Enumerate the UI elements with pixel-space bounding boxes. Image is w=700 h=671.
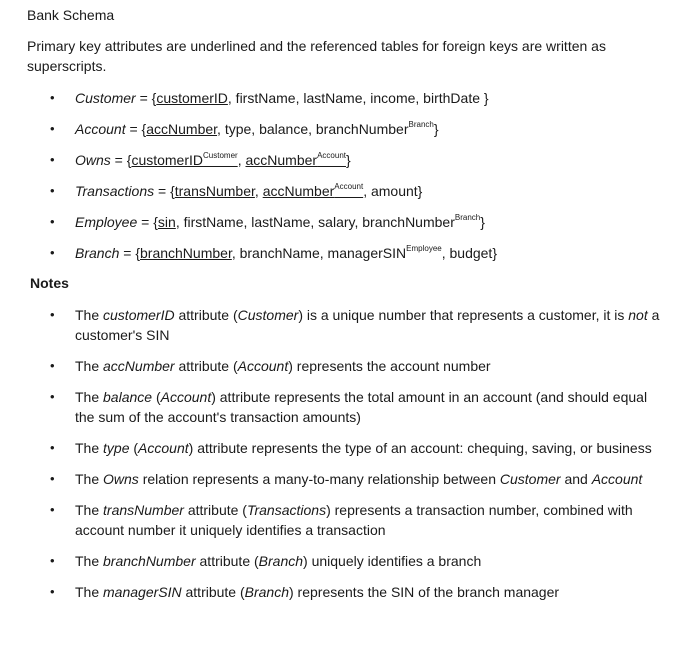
primary-key: branchNumber (140, 245, 232, 261)
primary-key: accNumber$^{Account}$ (262, 182, 364, 199)
document-title: Bank Schema (27, 7, 115, 23)
bullet: • (50, 471, 55, 486)
bullet: • (50, 358, 55, 373)
table-name: Customer (75, 90, 136, 106)
primary-key: accNumber$^{Account}$ (245, 151, 346, 168)
bullet: • (50, 121, 55, 136)
bullet: • (50, 440, 55, 455)
table-name: Transactions (75, 183, 155, 199)
foreign-key-ref: Account (334, 182, 364, 191)
table-name: Branch (75, 245, 120, 261)
bullet: • (50, 502, 55, 517)
primary-key: customerID$^{Customer}$ (131, 151, 238, 168)
foreign-key-ref: Branch (454, 213, 481, 222)
bullet: • (50, 90, 55, 105)
foreign-key-ref: Branch (408, 120, 434, 129)
bullet: • (50, 245, 55, 260)
document-page: Bank Schema Primary key attributes are underlined and the referenced tables for foreign keys are written as superscripts. • Customer = {customerID, firstName, lastName, income, birthDate } • Account = {accNumber, type, balance, branchNumber$^{Branch}$} • Owns = {customerID$^{Customer}$, accNumber$^{Account}$} • Transactions = {transNumber, accNumber$^{Account}$, amount} • Employee = {sin, firstName, lastName, salary, branchNumber$^{Branch}$} • Branch = {branchNumber, branchName, managerSIN$^{Employee}$, budget} Notes • The customerID attribute (Customer) is a unique number that represents a customer, it is not a customer's SIN • The accNumber attribute (Account) represents the account number • The balance (Account) attribute represents the total amount in an account (and should equal the sum of the account's transaction amounts) • The type (Account) attribute represents the type of an account: chequing, saving, or business • The Owns relation represents a many-to-many relationship between Customer and Account • The transNumber attribute (Transactions) represents a transaction number, combined with account number it uniquely identifies a transaction • The branchNumber attribute (Branch) uniquely identifies a branch • The managerSIN attribute (Branch) represents the SIN of the branch manager (0, 0, 700, 671)
table-name: Account (75, 121, 126, 137)
bullet: • (50, 307, 55, 322)
bullet: • (50, 553, 55, 568)
table-name: Owns (75, 152, 111, 168)
primary-key: sin (157, 214, 176, 230)
bullet: • (50, 214, 55, 229)
foreign-key-ref: Account (317, 151, 346, 160)
primary-key: accNumber (146, 121, 218, 137)
notes-heading: Notes (30, 275, 69, 291)
primary-key: transNumber (174, 183, 255, 199)
foreign-key-ref: Customer (203, 151, 238, 160)
table-name: Employee (75, 214, 138, 230)
bullet: • (50, 389, 55, 404)
bullet: • (50, 183, 55, 198)
primary-key: customerID (156, 90, 228, 106)
bullet: • (50, 584, 55, 599)
foreign-key-ref: Employee (406, 244, 442, 253)
bullet: • (50, 152, 55, 167)
intro-paragraph: Primary key attributes are underlined and the referenced tables for foreign keys are written as superscripts. (27, 38, 606, 74)
